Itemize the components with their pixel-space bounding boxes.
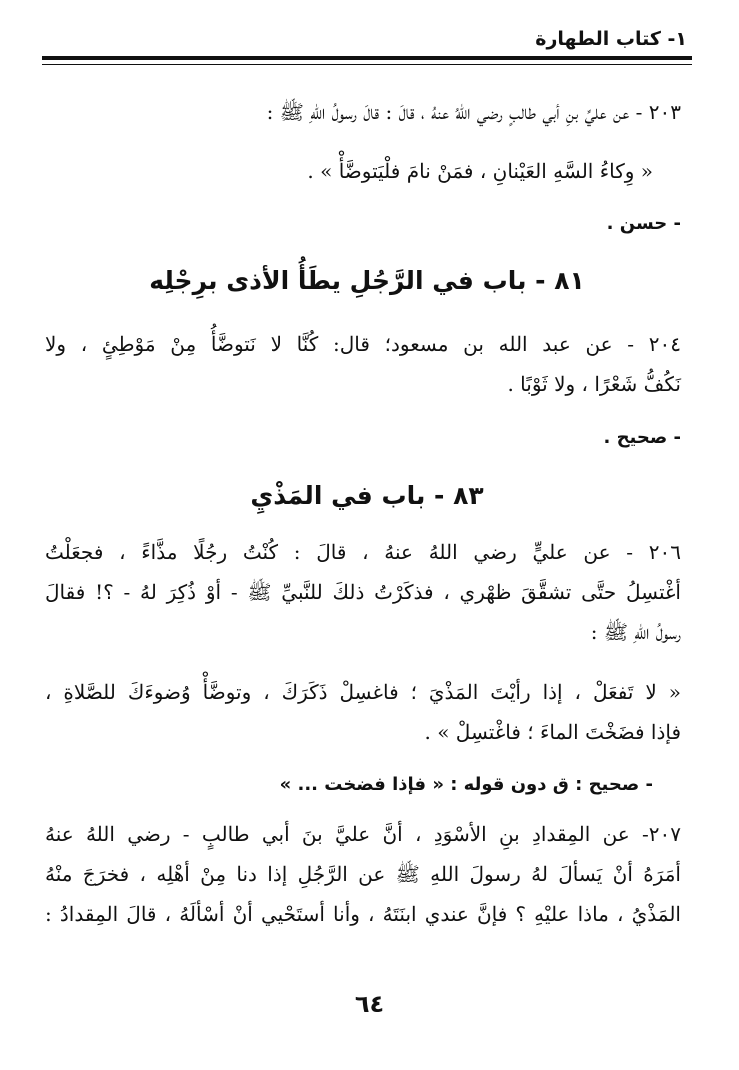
header-rule-thick (42, 56, 692, 60)
hadith-203-line-1: ٢٠٣ - عن عليِّ بنِ أبي طالبٍ رضي اللهُ عنهُ ، قالَ : قالَ رسولُ اللهِ ﷺ : (266, 100, 681, 124)
hadith-207-line-2: أمَرَهُ أنْ يَسألَ لهُ رسولَ اللهِ ﷺ عن الرَّجُلِ إذا دنا مِنْ أهْلِه ، فخرَجَ منْهُ (45, 862, 681, 886)
chapter-83-heading: ٨٣ - باب في المَذْيِ (250, 481, 484, 510)
hadith-206-grade: - صحيح : ق دون قوله : « فإذا فضخت ... » (279, 774, 653, 795)
hadith-206-line-3: رسولُ اللهِ ﷺ : (590, 620, 681, 644)
hadith-206-line-4: « لا تَفعَلْ ، إذا رأيْتَ المَذْيَ ؛ فاغسِلْ ذَكَرَكَ ، وتوضَّأْ وُضوءَكَ للصَّلاةِ ، (45, 680, 681, 704)
hadith-207-line-1: ٢٠٧- عن المِقدادِ بنِ الأسْوَدِ ، أنَّ عليَّ بنَ أبي طالبٍ - رضي اللهُ عنهُ (45, 822, 681, 846)
hadith-203-line-2: « وِكاءُ السَّهِ العَيْنانِ ، فمَنْ نامَ فلْيَتوضَّأْ » . (307, 159, 653, 183)
hadith-204-grade: - صحيح . (603, 427, 681, 448)
running-header: ١- كتاب الطهارة (535, 28, 687, 50)
page-number: ٦٤ (354, 990, 385, 1018)
hadith-203-grade: - حسن . (606, 213, 681, 234)
hadith-206-line-5: فإذا فضَخْتَ الماءَ ؛ فاغْتسِلْ » . (424, 720, 681, 744)
header-rule-thin (42, 64, 692, 65)
hadith-204-line-1: ٢٠٤ - عن عبد الله بن مسعود؛ قال: كُنَّا لا نَتوضَّأُ مِنْ مَوْطِئٍ ، ولا (45, 332, 681, 356)
hadith-206-line-1: ٢٠٦ - عن عليٍّ رضي اللهُ عنهُ ، قالَ : كُنْتُ رجُلًا مذَّاءً ، فجعَلْتُ (45, 540, 681, 564)
hadith-207-line-3: المَذْيُ ، ماذا عليْهِ ؟ فإنَّ عندي ابنَتَهُ ، وأنا أستَحْيي أنْ أسْألَهُ ، قالَ المِقدادُ : (45, 902, 681, 926)
hadith-204-line-2: نَكُفُّ شَعْرًا ، ولا ثَوْبًا . (507, 372, 681, 396)
chapter-81-heading: ٨١ - باب في الرَّجُلِ يطَأُ الأذى برِجْلِه (149, 266, 585, 295)
hadith-206-line-2: أغْتسِلُ حتَّى تشقَّقَ ظهْري ، فذكَرْتُ ذلكَ للنَّبيِّ ﷺ - أوْ ذُكِرَ لهُ - ؟! فقالَ (45, 580, 681, 604)
